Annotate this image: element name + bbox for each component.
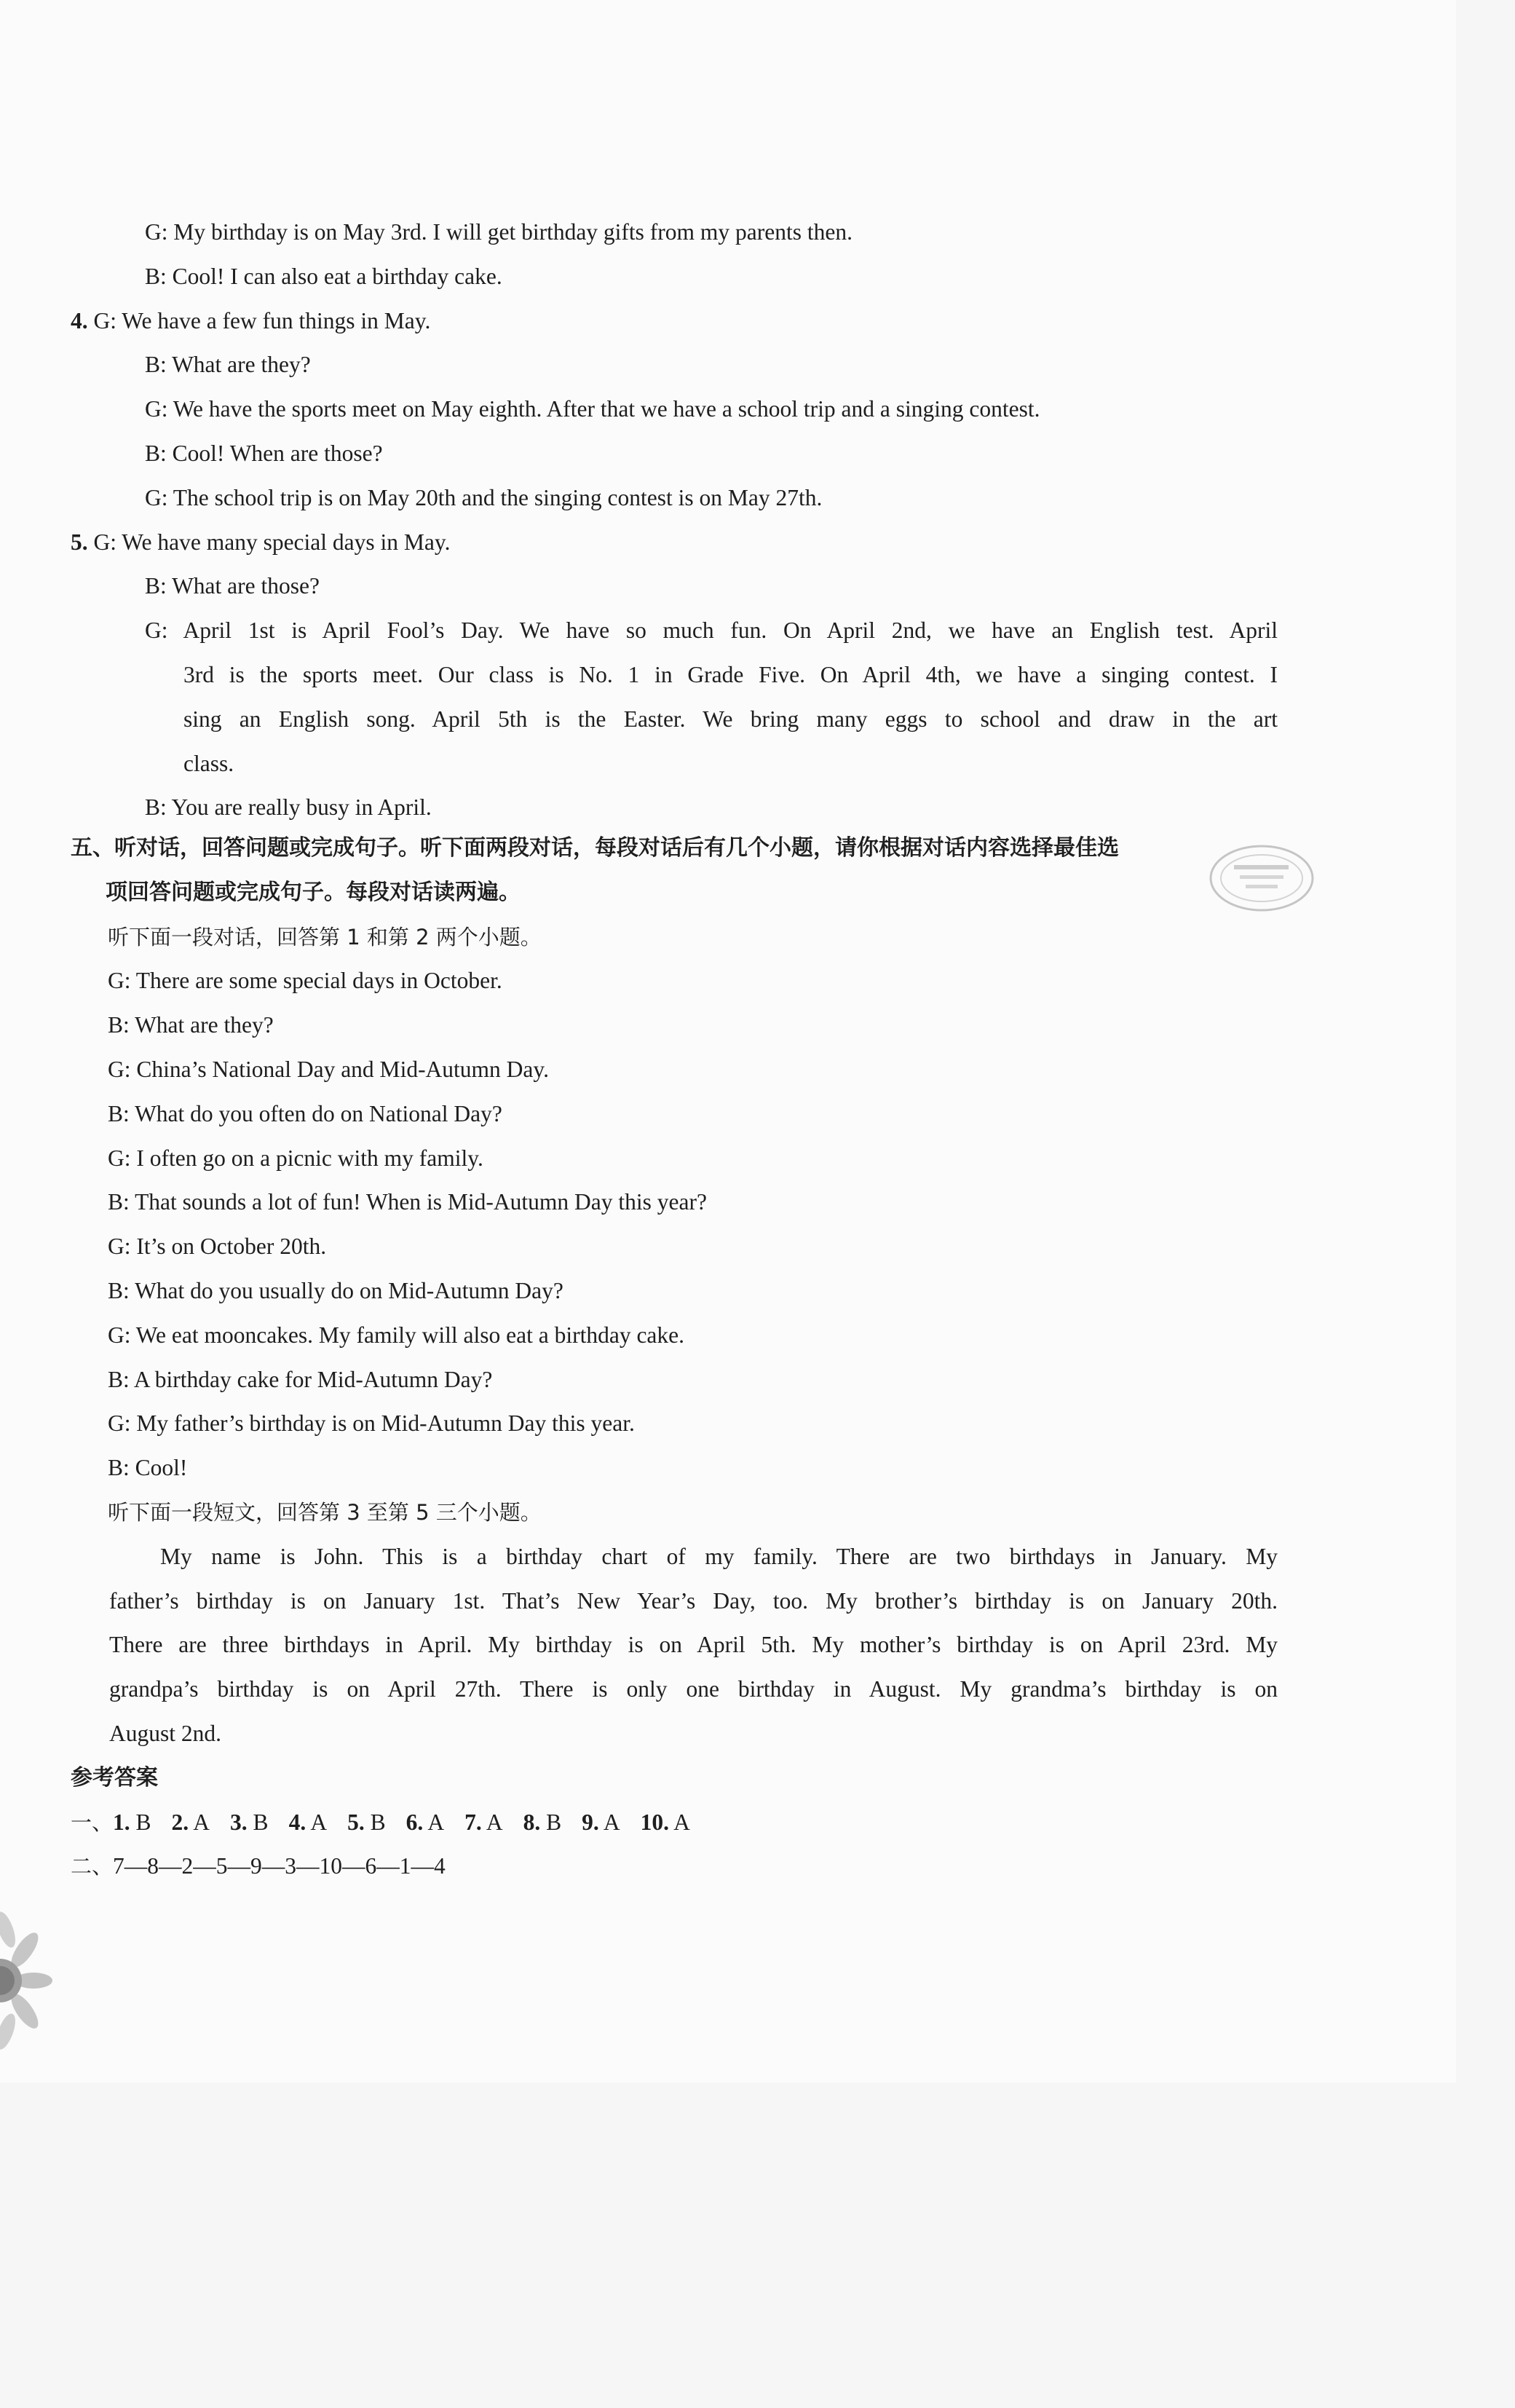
dialogue-line: B: What are those? bbox=[145, 573, 320, 599]
answer-choice: A bbox=[598, 1809, 620, 1835]
dialogue-line: G: China’s National Day and Mid-Autumn Day. bbox=[108, 1057, 549, 1082]
answer-item bbox=[230, 1809, 269, 1836]
passage-line: father’s birthday is on January 1st. That’s New Year’s Day, too. My brother’s birthday is on January 20th. bbox=[109, 1587, 1278, 1614]
dialogue-line: B: A birthday cake for Mid-Autumn Day? bbox=[108, 1366, 493, 1392]
dialogue-line: B: What are they? bbox=[108, 1012, 274, 1038]
question-number: 5. bbox=[71, 529, 88, 555]
answer-number: 2. bbox=[171, 1809, 189, 1835]
answer-number: 7. bbox=[464, 1809, 482, 1835]
answer-number: 8. bbox=[523, 1809, 541, 1835]
answers-row bbox=[71, 1852, 446, 1880]
dialogue-line: G: The school trip is on May 20th and the singing contest is on May 27th. bbox=[145, 484, 823, 510]
passage-line: grandpa’s birthday is on April 27th. There is only one birthday in August. My grandma’s birthday is on bbox=[109, 1676, 1278, 1702]
answer-choice: A bbox=[481, 1809, 503, 1835]
answer-choice: A bbox=[189, 1809, 210, 1835]
dialogue-line: G: It’s on October 20th. bbox=[108, 1233, 327, 1260]
answer-item bbox=[172, 1809, 210, 1836]
answer-item bbox=[406, 1809, 445, 1836]
dialogue-line: B: What are they? bbox=[145, 352, 311, 378]
dialogue-line bbox=[71, 307, 430, 335]
answer-item bbox=[347, 1809, 386, 1836]
dialogue-line: G: We eat mooncakes. My family will also eat a birthday cake. bbox=[108, 1322, 685, 1348]
dialogue-line: B: What do you usually do on Mid-Autumn Day? bbox=[108, 1278, 563, 1303]
dialogue-line: G: We have the sports meet on May eighth. After that we have a school trip and a singing contest. bbox=[145, 396, 1040, 422]
answer-number: 4. bbox=[288, 1809, 306, 1835]
answer-choice: A bbox=[306, 1809, 328, 1835]
passage-line: There are three birthdays in April. My birthday is on April 5th. My mother’s birthday is on April 23rd. My bbox=[109, 1632, 1278, 1658]
watermark-stamp-icon bbox=[1205, 836, 1318, 916]
passage-line: My name is John. This is a birthday chart of my family. There are two birthdays in January. My bbox=[160, 1543, 1278, 1569]
dialogue-line: G: My birthday is on May 3rd. I will get birthday gifts from my parents then. bbox=[145, 219, 853, 245]
dialogue-line: 3rd is the sports meet. Our class is No. 1 in Grade Five. On April 4th, we have a singing contest. I bbox=[183, 662, 1278, 687]
answer-number: 9. bbox=[582, 1809, 599, 1835]
answers-row bbox=[71, 1809, 690, 1836]
dialogue-line: B: Cool! bbox=[108, 1455, 188, 1481]
question-number: 4. bbox=[71, 307, 88, 333]
dialogue-line: B: You are really busy in April. bbox=[145, 794, 432, 821]
dialogue-line: B: What do you often do on National Day? bbox=[108, 1100, 502, 1126]
answer-sequence: 7—8—2—5—9—3—10—6—1—4 bbox=[113, 1853, 446, 1879]
dialogue-line: B: Cool! I can also eat a birthday cake. bbox=[145, 263, 502, 289]
section-heading: 五、听对话，回答问题或完成句子。听下面两段对话，每段对话后有几个小题，请你根据对话内容选择最佳选 bbox=[71, 835, 1119, 861]
sunflower-icon bbox=[0, 1911, 52, 2050]
dialogue-line: G: There are some special days in October. bbox=[108, 968, 502, 994]
dialogue-line: G: I often go on a picnic with my family. bbox=[108, 1145, 483, 1171]
answer-number: 10. bbox=[640, 1809, 670, 1835]
answer-choice: A bbox=[669, 1809, 690, 1835]
answer-number: 3. bbox=[230, 1809, 248, 1835]
dialogue-text: G: We have many special days in May. bbox=[87, 529, 451, 555]
answer-item bbox=[464, 1809, 503, 1836]
section-heading: 项回答问题或完成句子。每段对话读两遍。 bbox=[106, 879, 521, 905]
answer-number: 6. bbox=[406, 1809, 424, 1835]
answer-choice: B bbox=[247, 1809, 269, 1835]
answer-item bbox=[523, 1809, 562, 1836]
dialogue-line: G: My father’s birthday is on Mid-Autumn Day this year. bbox=[108, 1410, 635, 1437]
answers-title: 参考答案 bbox=[71, 1764, 158, 1791]
answer-number: 5. bbox=[347, 1809, 365, 1835]
dialogue-line bbox=[71, 529, 450, 556]
dialogue-line: B: That sounds a lot of fun! When is Mid-Autumn Day this year? bbox=[108, 1189, 707, 1215]
dialogue-line: G: April 1st is April Fool’s Day. We have so much fun. On April 2nd, we have an English test. April bbox=[145, 617, 1278, 644]
dialogue-line: class. bbox=[183, 750, 234, 776]
passage-line: August 2nd. bbox=[109, 1721, 222, 1746]
passage-intro: 听下面一段短文，回答第 3 至第 5 三个小题。 bbox=[108, 1500, 542, 1525]
answer-item bbox=[582, 1809, 620, 1836]
answers-part-prefix: 一、 bbox=[71, 1809, 114, 1835]
answer-item bbox=[289, 1809, 328, 1836]
answer-item bbox=[113, 1809, 151, 1836]
answer-choice: B bbox=[364, 1809, 386, 1835]
answer-choice: B bbox=[540, 1809, 562, 1835]
answer-item bbox=[641, 1809, 690, 1836]
answers-part-prefix: 二、 bbox=[71, 1854, 114, 1879]
answer-number: 1. bbox=[113, 1809, 130, 1835]
dialogue-line: sing an English song. April 5th is the Easter. We bring many eggs to school and draw in the art bbox=[183, 706, 1278, 732]
answer-choice: B bbox=[130, 1809, 151, 1835]
dialogue-intro: 听下面一段对话，回答第 1 和第 2 两个小题。 bbox=[108, 924, 542, 950]
dialogue-text: G: We have a few fun things in May. bbox=[87, 307, 431, 333]
answer-choice: A bbox=[423, 1809, 445, 1835]
dialogue-line: B: Cool! When are those? bbox=[145, 441, 383, 466]
